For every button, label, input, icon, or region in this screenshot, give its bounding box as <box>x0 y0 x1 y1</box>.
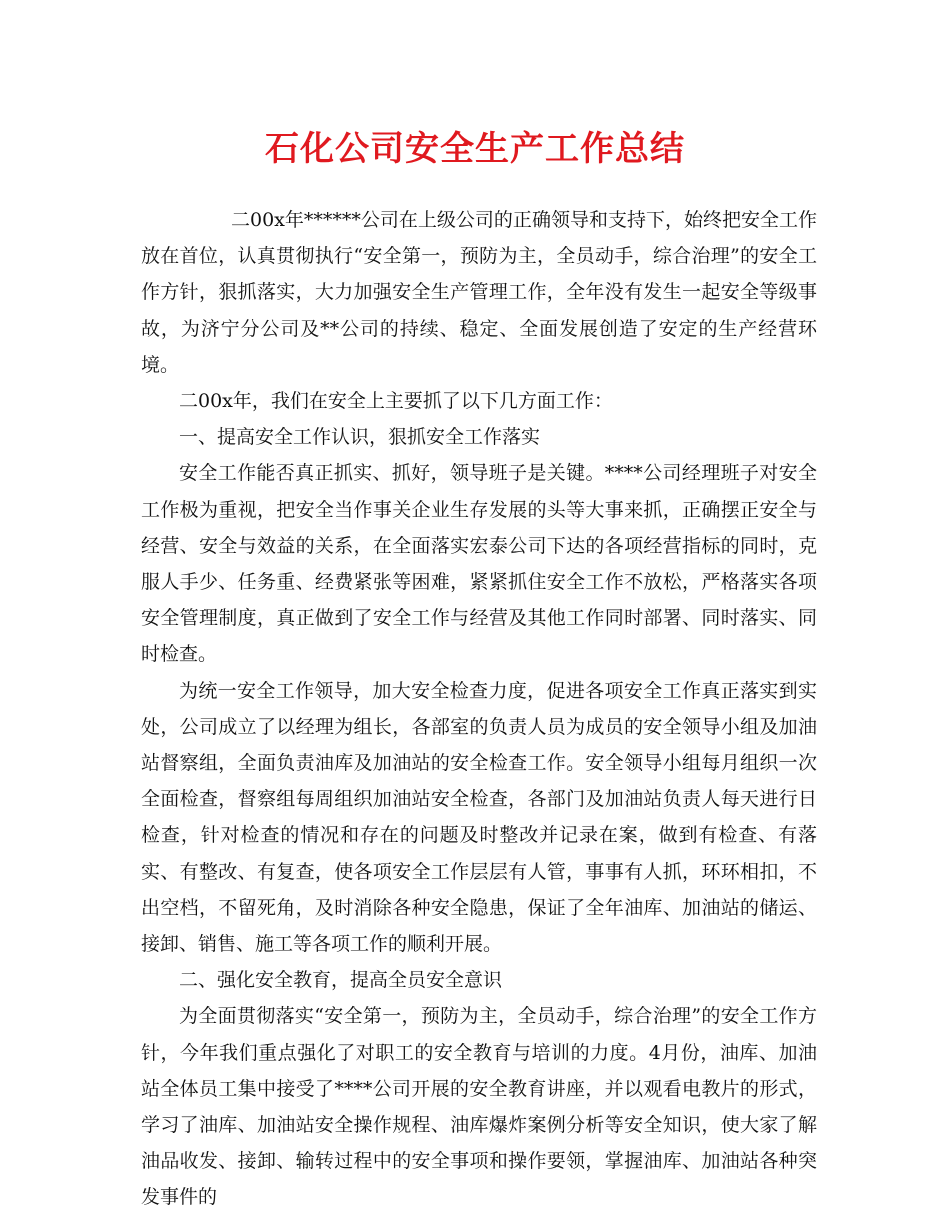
paragraph-overview: 二00x年，我们在安全上主要抓了以下几方面工作： <box>179 390 613 413</box>
document-body <box>141 202 817 1216</box>
paragraph-leadership: 安全工作能否真正抓实、抓好，领导班子是关键。****公司经理班子对安全工作极为重视，把安全当作事关企业生存发展的头等大事来抓，正确摆正安全与经营、安全与效益的关系，在全面落实宏泰公司下达的各项经营指标的同时，克服人手少、任务重、经费紧张等困难，紧紧抓住安全工作不放松，严格落实各项安全管理制度，真正做到了安全工作与经营及其他工作同时部署、同时落实、同时检查。 <box>141 462 817 666</box>
section-heading-1: 一、提高安全工作认识，狠抓安全工作落实 <box>179 426 541 449</box>
paragraph-education: 为全面贯彻落实“安全第一，预防为主，全员动手，综合治理”的安全工作方针，今年我们重点强化了对职工的安全教育与培训的力度。4月份，油库、加油站全体员工集中接受了****公司开展的安全教育讲座，并以观看电教片的形式，学习了油库、加油站安全操作规程、油库爆炸案例分析等安全知识，使大家了解油品收发、接卸、输转过程中的安全事项和操作要领，掌握油库、加油站各种突发事件的 <box>141 1005 817 1209</box>
paragraph-intro: 二00x年******公司在上级公司的正确领导和支持下，始终把安全工作放在首位，认真贯彻执行“安全第一，预防为主，全员动手，综合治理”的安全工作方针，狠抓落实，大力加强安全生产管理工作，全年没有发生一起安全等级事故，为济宁分公司及**公司的持续、稳定、全面发展创造了安定的生产经营环境。 <box>141 209 817 376</box>
section-heading-2: 二、强化安全教育，提高全员安全意识 <box>179 969 503 992</box>
paragraph-inspection: 为统一安全工作领导，加大安全检查力度，促进各项安全工作真正落实到实处，公司成立了以经理为组长，各部室的负责人员为成员的安全领导小组及加油站督察组，全面负责油库及加油站的安全检查工作。安全领导小组每月组织一次全面检查，督察组每周组织加油站安全检查，各部门及加油站负责人每天进行日检查，针对检查的情况和存在的问题及时整改并记录在案，做到有检查、有落实、有整改、有复查，使各项安全工作层层有人管，事事有人抓，环环相扣，不出空档，不留死角，及时消除各种安全隐患，保证了全年油库、加油站的储运、接卸、销售、施工等各项工作的顺利开展。 <box>141 679 817 956</box>
document-title: 石化公司安全生产工作总结 <box>265 129 685 169</box>
